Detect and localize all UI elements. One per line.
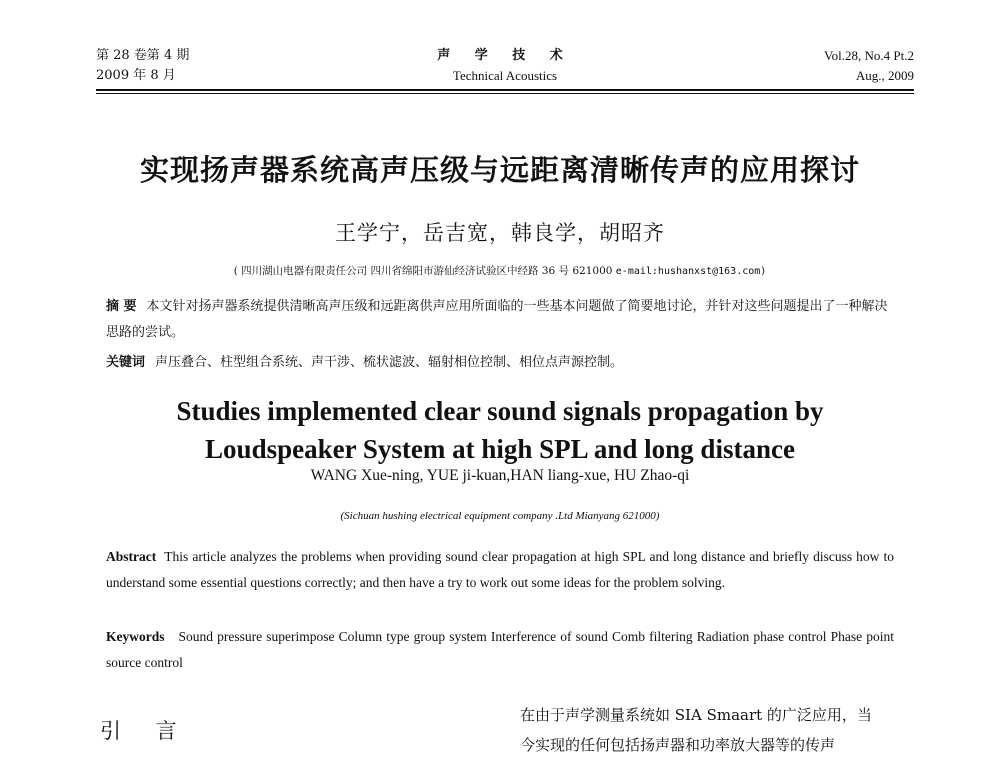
- journal-name-en: Technical Acoustics: [452, 68, 558, 83]
- journal-name-cn: 声 学 技 术: [437, 48, 573, 63]
- body-text-line: 在由于声学测量系统如 SIA Smaart 的广泛应用，当: [520, 706, 872, 724]
- header-rule-thick: [96, 89, 914, 91]
- abstract-cn: [106, 294, 898, 346]
- keywords-en: [106, 624, 894, 676]
- header-rule-thin: [96, 93, 914, 94]
- affiliation-en: (Sichuan hushing electrical equipment company .Ltd Mianyang 621000): [340, 510, 660, 522]
- section-heading-introduction: 引 言: [100, 719, 191, 743]
- keywords-cn: [106, 350, 898, 376]
- paper-title-en-line2: Loudspeaker System at high SPL and long distance: [205, 434, 795, 464]
- keywords-cn-label: 关键词: [106, 355, 146, 370]
- running-header: [96, 46, 914, 92]
- keywords-cn-text: 声压叠合、柱型组合系统、声干涉、梳状滤波、辐射相位控制、相位点声源控制。: [155, 355, 624, 370]
- body-right-column: [520, 700, 904, 760]
- affiliation-cn-text: ( 四川湖山电器有限责任公司 四川省绵阳市游仙经济试验区中经路 36 号 621000: [233, 265, 613, 277]
- header-right: [824, 46, 914, 86]
- date-cn: 2009 年 8 月: [96, 68, 176, 83]
- affiliation-cn: [0, 263, 1000, 278]
- contact-email: e-mail:hushanxst@163.com): [615, 266, 767, 277]
- keywords-en-text: Sound pressure superimpose Column type group system Interference of sound Comb filtering Radiation phase control Phase point source control: [106, 629, 894, 670]
- authors-cn: 王学宁，岳吉宽，韩良学，胡昭齐: [335, 221, 665, 245]
- keywords-en-label: Keywords: [106, 629, 165, 644]
- header-center: [96, 46, 914, 86]
- abstract-cn-text: 本文针对扬声器系统提供清晰高声压级和远距离供声应用所面临的一些基本问题做了简要地讨论，并针对这些问题提出了一种解决思路的尝试。: [106, 299, 888, 340]
- paper-title-en-line1: Studies implemented clear sound signals propagation by: [176, 396, 824, 426]
- body-text-line: 今实现的任何包括扬声器和功率放大器等的传声: [520, 736, 836, 754]
- abstract-en-text: This article analyzes the problems when providing sound clear propagation at high SPL and long distance and briefly discuss how to understand some essential questions correctly; and then have a try to work out some ideas for the problem solving.: [106, 549, 894, 590]
- paper-title-en: [0, 392, 1000, 468]
- volume-en: Vol.28, No.4 Pt.2: [823, 48, 914, 63]
- abstract-en-label: Abstract: [106, 549, 157, 564]
- authors-en: WANG Xue-ning, YUE ji-kuan,HAN liang-xue, HU Zhao-qi: [310, 467, 690, 484]
- abstract-cn-label: 摘 要: [106, 299, 137, 314]
- date-en: Aug., 2009: [855, 68, 914, 83]
- paper-title-cn: 实现扬声器系统高声压级与远距离清晰传声的应用探讨: [139, 153, 860, 187]
- abstract-en: [106, 544, 894, 596]
- volume-cn: 第 28 卷第 4 期: [96, 48, 190, 63]
